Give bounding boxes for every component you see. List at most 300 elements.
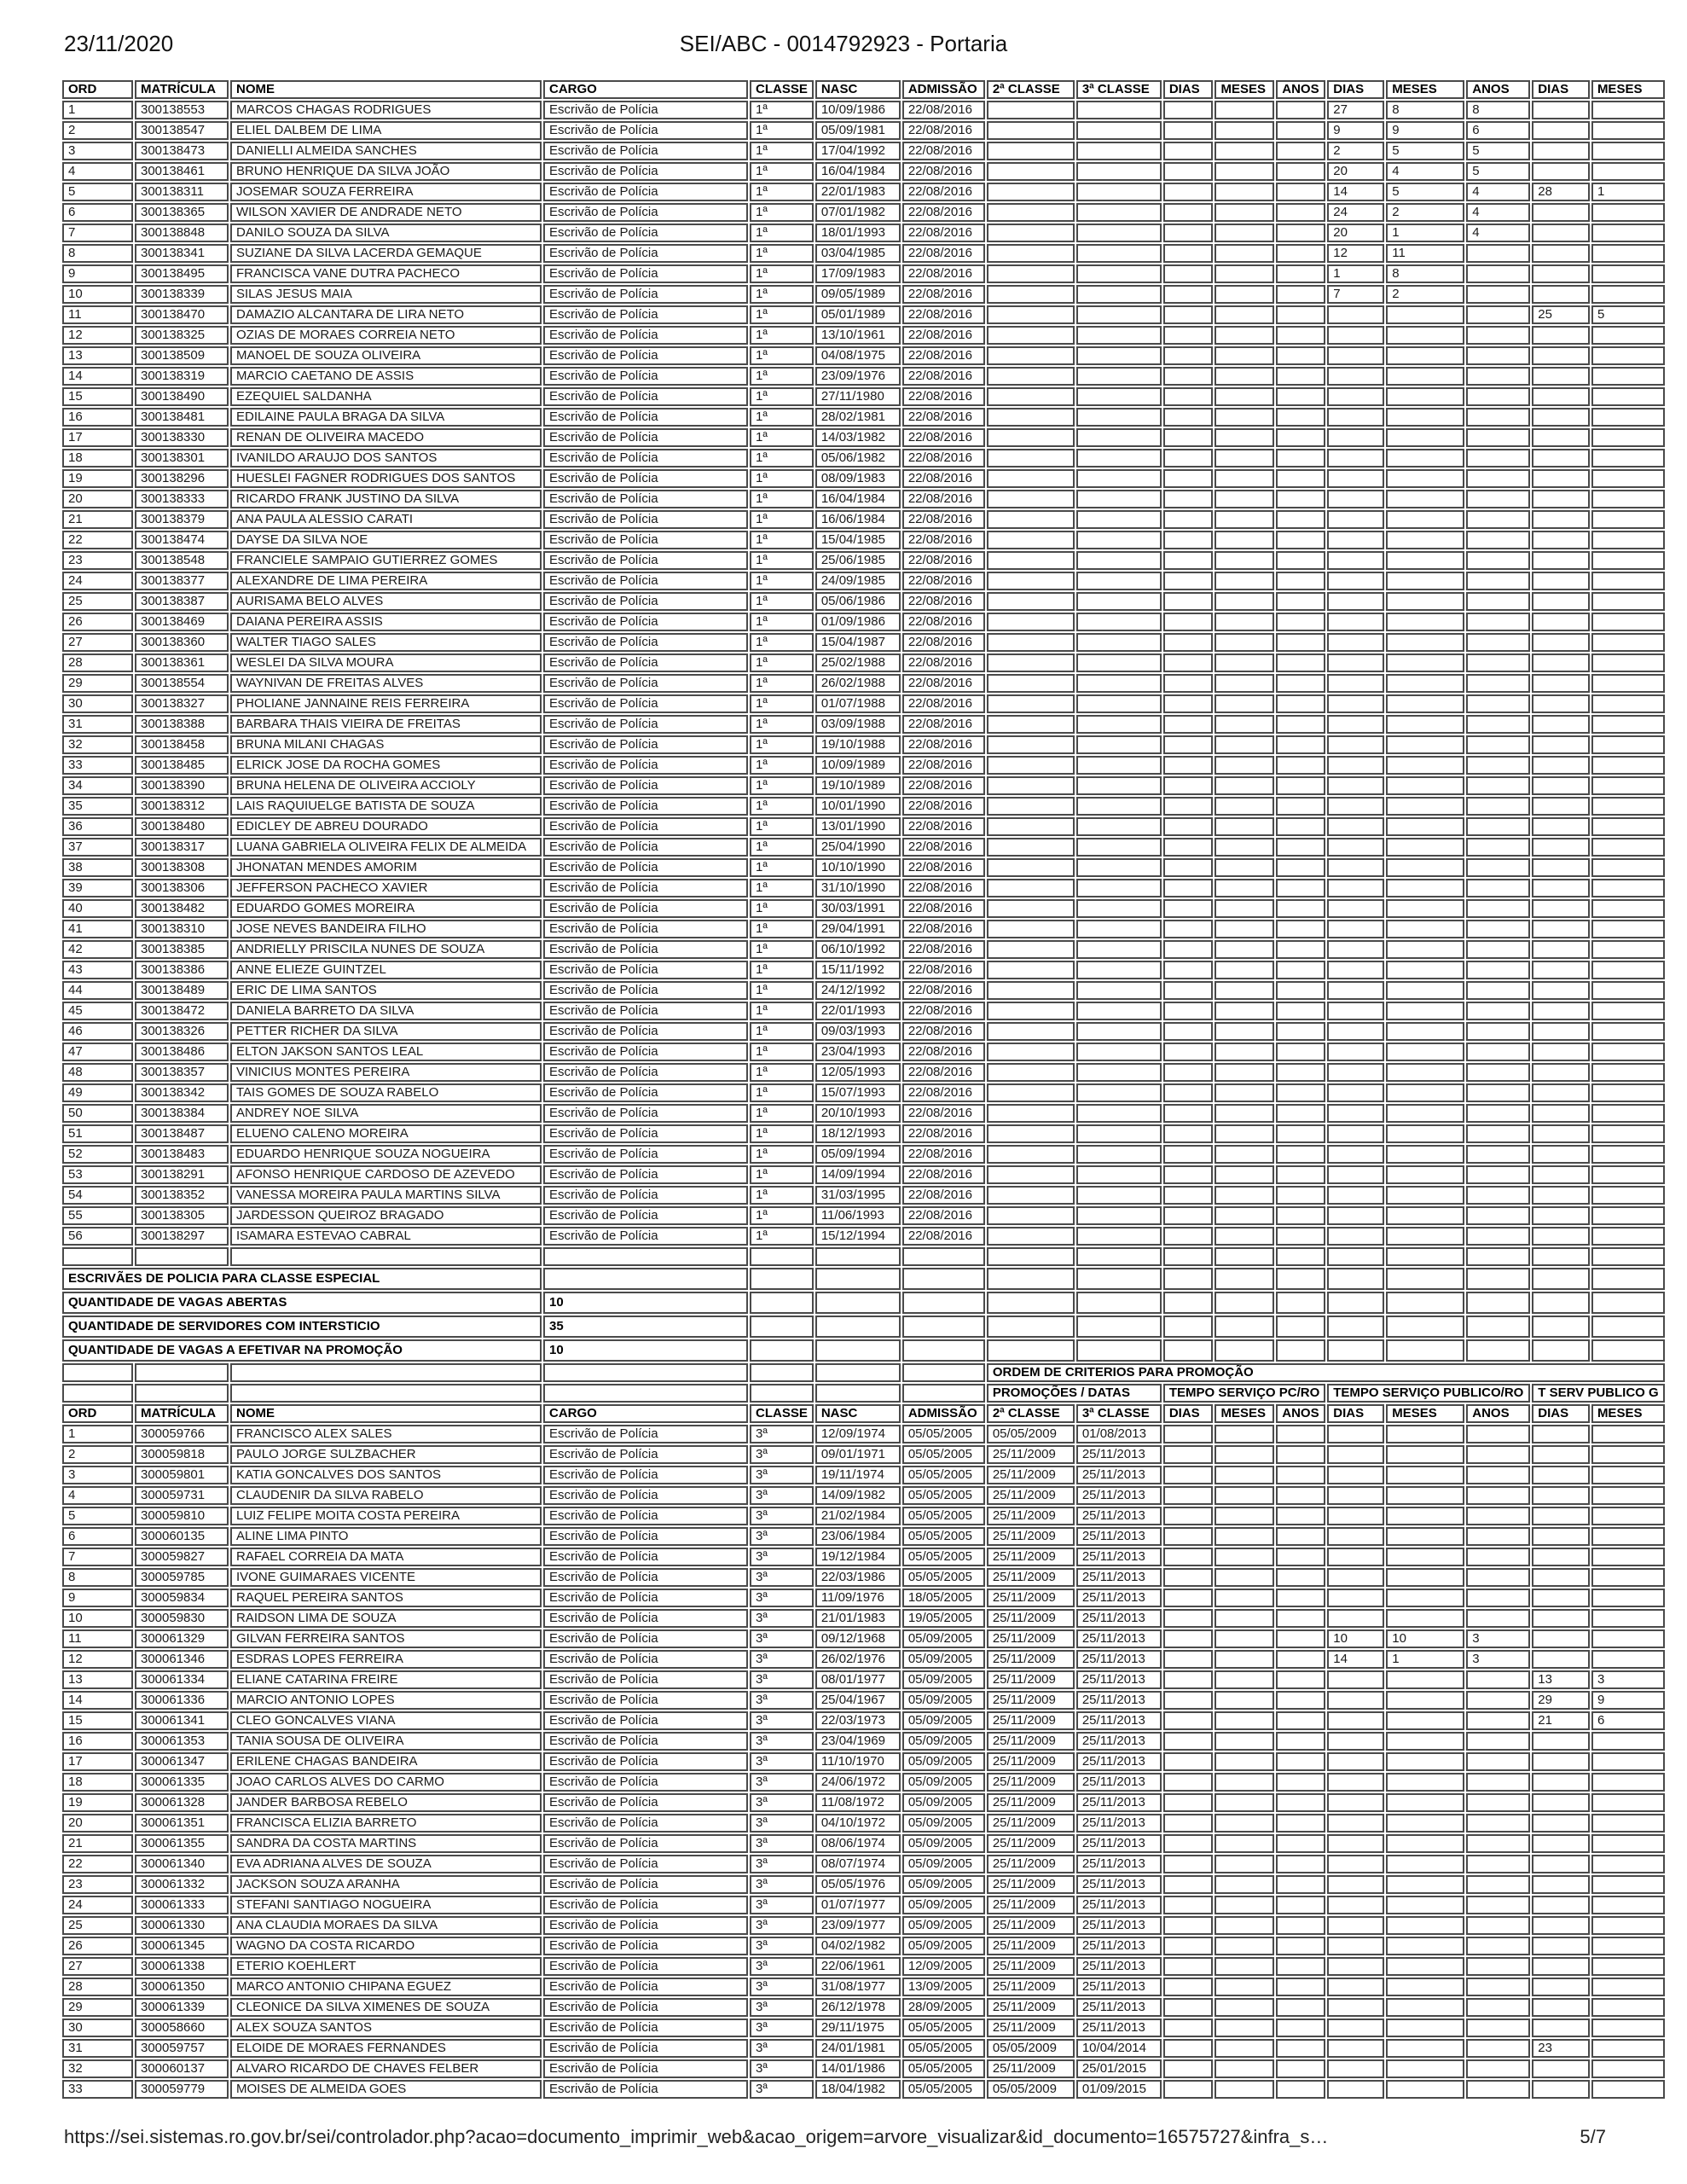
cell [1386, 797, 1464, 816]
cell: ALVARO RICARDO DE CHAVES FELBER [230, 2059, 542, 2078]
cell [1276, 756, 1325, 775]
cell [1076, 203, 1162, 222]
cell [1076, 1002, 1162, 1020]
cell: 300059827 [135, 1548, 229, 1566]
cell: 25/11/2013 [1076, 1896, 1162, 1914]
cell: 1ª [750, 305, 814, 324]
cell: MOISES DE ALMEIDA GOES [230, 2080, 542, 2099]
cell [1532, 1998, 1590, 2017]
cell [1276, 244, 1325, 263]
cell: 3 [1466, 1629, 1530, 1648]
cell [1163, 1165, 1214, 1184]
cell: 05/09/2005 [902, 1650, 985, 1669]
cell [750, 1247, 814, 1266]
cell [1163, 613, 1214, 631]
cell: Escrivão de Polícia [543, 305, 748, 324]
cell [1163, 244, 1214, 263]
cell [1276, 1186, 1325, 1205]
cell [1386, 592, 1464, 611]
cell: VINICIUS MONTES PEREIRA [230, 1063, 542, 1082]
table1-row [62, 469, 1665, 488]
cell: 27 [62, 633, 133, 652]
cell: 29/11/1975 [815, 2018, 901, 2037]
cell: 300138384 [135, 1104, 229, 1123]
cell [1327, 551, 1384, 570]
cell [1215, 224, 1274, 242]
cell: 05/05/1976 [815, 1875, 901, 1894]
cell [1163, 920, 1214, 938]
cell [1215, 1206, 1274, 1225]
cell [1327, 1711, 1384, 1730]
cell: 24 [1327, 203, 1384, 222]
cell [1386, 1589, 1464, 1607]
cell [1276, 1998, 1325, 2017]
cell: 49 [62, 1083, 133, 1102]
cell [1076, 387, 1162, 406]
cell: 05/09/2005 [902, 1691, 985, 1710]
cell: Escrivão de Polícia [543, 572, 748, 590]
cell: 25/11/2009 [987, 1629, 1075, 1648]
cell: 18/05/2005 [902, 1589, 985, 1607]
cell: 05/09/2005 [902, 1814, 985, 1833]
cell [1327, 653, 1384, 672]
cell: Escrivão de Polícia [543, 1855, 748, 1873]
cell: 10/01/1990 [815, 797, 901, 816]
cell: Escrivão de Polícia [543, 183, 748, 201]
cell [987, 981, 1075, 1000]
cell: 28 [62, 653, 133, 672]
cell: 300138461 [135, 162, 229, 181]
cell [1163, 469, 1214, 488]
cell [1163, 694, 1214, 713]
cell [1163, 1752, 1214, 1771]
cell [1276, 1527, 1325, 1546]
cell [750, 1363, 814, 1382]
cell [1591, 1568, 1665, 1587]
cell: 2 [1386, 203, 1464, 222]
cell [1276, 1145, 1325, 1164]
cell [1276, 1711, 1325, 1730]
cell: 11/06/1993 [815, 1206, 901, 1225]
cell: 26 [62, 1937, 133, 1955]
cell [1532, 1022, 1590, 1041]
cell: Escrivão de Polícia [543, 1875, 748, 1894]
cell: 25/11/2013 [1076, 1937, 1162, 1955]
table1-row [62, 879, 1665, 897]
cell: 8 [1466, 101, 1530, 119]
cell: 05/05/2009 [987, 1425, 1075, 1443]
cell [1215, 264, 1274, 283]
cell [1215, 531, 1274, 549]
cell [1327, 1425, 1384, 1443]
cell [1532, 1732, 1590, 1751]
cell: 25/11/2013 [1076, 1548, 1162, 1566]
cell: 05/09/2005 [902, 1732, 985, 1751]
cell: JEFFERSON PACHECO XAVIER [230, 879, 542, 897]
cell [1591, 1247, 1665, 1266]
cell [1076, 285, 1162, 304]
cell [1163, 142, 1214, 160]
cell: 22/08/2016 [902, 694, 985, 713]
cell [1386, 1732, 1464, 1751]
cell: 01/07/1977 [815, 1896, 901, 1914]
cell [1163, 510, 1214, 529]
cell [1215, 162, 1274, 181]
table2-row [62, 1670, 1665, 1689]
cell [1532, 1124, 1590, 1143]
cell: Escrivão de Polícia [543, 1957, 748, 1976]
cell [1163, 449, 1214, 468]
cell: JANDER BARBOSA REBELO [230, 1793, 542, 1812]
cell: 03/04/1985 [815, 244, 901, 263]
cell [1163, 1186, 1214, 1205]
cell: 11/09/1976 [815, 1589, 901, 1607]
cell [1163, 1978, 1214, 1996]
cell: 24/12/1992 [815, 981, 901, 1000]
table1-row [62, 592, 1665, 611]
cell: Escrivão de Polícia [543, 797, 748, 816]
cell [1591, 449, 1665, 468]
cell [1466, 449, 1530, 468]
cell [1276, 797, 1325, 816]
cell: 300138365 [135, 203, 229, 222]
table1-row [62, 694, 1665, 713]
cell [1532, 285, 1590, 304]
cell: 22/08/2016 [902, 1227, 985, 1246]
cell [1276, 1268, 1325, 1290]
cell: 31/03/1995 [815, 1186, 901, 1205]
cell: 05/09/1994 [815, 1145, 901, 1164]
cell [1327, 1568, 1384, 1587]
cell [1276, 1339, 1325, 1362]
cell: 24/01/1981 [815, 2039, 901, 2058]
cell: 55 [62, 1206, 133, 1225]
cell [1327, 2080, 1384, 2099]
cell [1591, 1650, 1665, 1669]
cell [1532, 920, 1590, 938]
cell [1327, 1527, 1384, 1546]
cell: Escrivão de Polícia [543, 1916, 748, 1935]
table1-row [62, 1145, 1665, 1164]
cell: 3ª [750, 1711, 814, 1730]
cell: 25/11/2009 [987, 1855, 1075, 1873]
cell [1276, 551, 1325, 570]
cell [1532, 1339, 1590, 1362]
table1-row [62, 981, 1665, 1000]
cell [230, 1363, 542, 1382]
cell: Escrivão de Polícia [543, 1998, 748, 2017]
cell [1215, 756, 1274, 775]
cell: 1ª [750, 367, 814, 386]
cell: Escrivão de Polícia [543, 756, 748, 775]
cell [1076, 1063, 1162, 1082]
cell: 22/01/1993 [815, 1002, 901, 1020]
cell [1215, 1670, 1274, 1689]
cell: 14/09/1994 [815, 1165, 901, 1184]
summary-label: QUANTIDADE DE SERVIDORES COM INTERSTICIO [62, 1316, 542, 1338]
cell: 300061338 [135, 1957, 229, 1976]
cell: 22/08/2016 [902, 428, 985, 447]
cell [1276, 1063, 1325, 1082]
cell [1276, 1916, 1325, 1935]
cell: 28/09/2005 [902, 1998, 985, 2017]
table2-row [62, 1732, 1665, 1751]
cell [1532, 797, 1590, 816]
cell [1386, 1268, 1464, 1290]
cell [1532, 1527, 1590, 1546]
cell [1163, 1466, 1214, 1484]
table1-row [62, 961, 1665, 979]
cell: 25/11/2009 [987, 1875, 1075, 1894]
cell [1215, 1609, 1274, 1628]
cell: 56 [62, 1227, 133, 1246]
cell [1215, 1124, 1274, 1143]
cell: EDILAINE PAULA BRAGA DA SILVA [230, 408, 542, 427]
cell [1386, 1063, 1464, 1082]
cell: 18/04/1982 [815, 2080, 901, 2099]
cell: 18/01/1993 [815, 224, 901, 242]
cell: HUESLEI FAGNER RODRIGUES DOS SANTOS [230, 469, 542, 488]
cell [1327, 1691, 1384, 1710]
cell [987, 490, 1075, 508]
cell: 300138339 [135, 285, 229, 304]
cell: 22/08/2016 [902, 387, 985, 406]
cell: DANIELA BARRETO DA SILVA [230, 1002, 542, 1020]
table1-row [62, 1043, 1665, 1061]
criteria-title-row [62, 1363, 1665, 1382]
cell [1532, 653, 1590, 672]
cell [1466, 1937, 1530, 1955]
cell: 300061335 [135, 1773, 229, 1792]
cell [1591, 1609, 1665, 1628]
cell [1466, 1445, 1530, 1464]
table2-row [62, 1834, 1665, 1853]
cell: AURISAMA BELO ALVES [230, 592, 542, 611]
cell: 22/08/2016 [902, 1002, 985, 1020]
cell [1163, 981, 1214, 1000]
cell: 22/08/2016 [902, 1022, 985, 1041]
cell: 25/11/2009 [987, 1937, 1075, 1955]
cell: 300138325 [135, 326, 229, 345]
cell: Escrivão de Polícia [543, 1896, 748, 1914]
cell [1386, 1104, 1464, 1123]
cell [1591, 1814, 1665, 1833]
cell [1386, 694, 1464, 713]
cell: 22/08/2016 [902, 244, 985, 263]
cell: 12 [62, 326, 133, 345]
table1-row [62, 387, 1665, 406]
cell [1163, 121, 1214, 140]
cell: Escrivão de Polícia [543, 2080, 748, 2099]
cell: 4 [62, 162, 133, 181]
cell: Escrivão de Polícia [543, 551, 748, 570]
cell [1327, 1227, 1384, 1246]
cell [1591, 1145, 1665, 1164]
cell [1276, 408, 1325, 427]
table1-row [62, 735, 1665, 754]
cell [987, 1247, 1075, 1266]
cell [230, 1384, 542, 1403]
cell [987, 469, 1075, 488]
cell: ALEXANDRE DE LIMA PEREIRA [230, 572, 542, 590]
cell: 300138548 [135, 551, 229, 570]
cell: 20/10/1993 [815, 1104, 901, 1123]
cell: 3ª [750, 1998, 814, 2017]
table-body [62, 80, 1665, 2099]
cell: 1ª [750, 797, 814, 816]
table1-row [62, 449, 1665, 468]
cell [1076, 776, 1162, 795]
cell [987, 1043, 1075, 1061]
cell: 25/11/2009 [987, 1670, 1075, 1689]
cell [1327, 1834, 1384, 1853]
cell [1386, 1466, 1464, 1484]
cell [1532, 899, 1590, 918]
cell [1276, 531, 1325, 549]
cell [1215, 1145, 1274, 1164]
cell [1163, 1548, 1214, 1566]
cell [1532, 449, 1590, 468]
cell [1163, 531, 1214, 549]
cell: 05/09/2005 [902, 1855, 985, 1873]
cell [1466, 531, 1530, 549]
cell [1163, 1732, 1214, 1751]
cell: Escrivão de Polícia [543, 1124, 748, 1143]
cell [1591, 1292, 1665, 1314]
cell [1466, 1957, 1530, 1976]
cell [1276, 1875, 1325, 1894]
cell: 28 [1532, 183, 1590, 201]
cell [987, 1292, 1075, 1314]
cell: 5 [1386, 183, 1464, 201]
cell: ANA CLAUDIA MORAES DA SILVA [230, 1916, 542, 1935]
cell: 300061333 [135, 1896, 229, 1914]
cell [1163, 1650, 1214, 1669]
cell [1532, 1793, 1590, 1812]
cell: 05/09/2005 [902, 1629, 985, 1648]
table2-row [62, 1711, 1665, 1730]
cell: 1ª [750, 428, 814, 447]
cell [1163, 1916, 1214, 1935]
cell: PETTER RICHER DA SILVA [230, 1022, 542, 1041]
cell [1163, 1083, 1214, 1102]
cell [1591, 1732, 1665, 1751]
cell [1276, 1773, 1325, 1792]
cell [1327, 449, 1384, 468]
cell [1276, 346, 1325, 365]
cell [1163, 305, 1214, 324]
cell [1276, 1896, 1325, 1914]
cell: 4 [1466, 224, 1530, 242]
cell: 300059834 [135, 1589, 229, 1607]
cell [1532, 2059, 1590, 2078]
cell [1532, 1425, 1590, 1443]
cell [1327, 428, 1384, 447]
cell: 25 [1532, 305, 1590, 324]
cell [1591, 2080, 1665, 2099]
cell: Escrivão de Polícia [543, 1083, 748, 1102]
cell: 22/08/2016 [902, 756, 985, 775]
table1-row [62, 776, 1665, 795]
cell: 300138474 [135, 531, 229, 549]
cell: 05/05/2005 [902, 1425, 985, 1443]
cell [1215, 838, 1274, 857]
cell [1163, 1998, 1214, 2017]
cell: 1ª [750, 162, 814, 181]
cell [1466, 1609, 1530, 1628]
cell [902, 1268, 985, 1290]
cell: 11 [62, 1629, 133, 1648]
cell: 7 [62, 1548, 133, 1566]
cell: Escrivão de Polícia [543, 1937, 748, 1955]
cell: LUIZ FELIPE MOITA COSTA PEREIRA [230, 1507, 542, 1525]
cell [1532, 1227, 1590, 1246]
cell: 5 [1466, 142, 1530, 160]
table1-row [62, 940, 1665, 959]
cell [1591, 694, 1665, 713]
cell [987, 920, 1075, 938]
cell [987, 387, 1075, 406]
cell [1076, 551, 1162, 570]
cell [1076, 1247, 1162, 1266]
cell: Escrivão de Polícia [543, 428, 748, 447]
cell [1532, 1650, 1590, 1669]
cell [1591, 1268, 1665, 1290]
column-header: DIAS [1163, 1404, 1214, 1423]
cell [1276, 1548, 1325, 1566]
cell: 05/05/2005 [902, 1507, 985, 1525]
cell [1532, 1834, 1590, 1853]
table1-row [62, 1227, 1665, 1246]
cell: Escrivão de Polícia [543, 449, 748, 468]
cell [1532, 735, 1590, 754]
cell [1532, 1507, 1590, 1525]
column-header: ORD [62, 80, 133, 99]
cell: Escrivão de Polícia [543, 776, 748, 795]
cell: 10 [1327, 1629, 1384, 1648]
cell: 32 [62, 735, 133, 754]
cell: 19/05/2005 [902, 1609, 985, 1628]
cell: 3ª [750, 2039, 814, 2058]
cell: 300061334 [135, 1670, 229, 1689]
cell: 300138386 [135, 961, 229, 979]
cell: 20 [1327, 224, 1384, 242]
cell: Escrivão de Polícia [543, 2059, 748, 2078]
cell [1532, 1752, 1590, 1771]
column-header: ADMISSÃO [902, 80, 985, 99]
cell: 300138319 [135, 367, 229, 386]
cell [1276, 183, 1325, 201]
cell: ANDREY NOE SILVA [230, 1104, 542, 1123]
cell [1591, 346, 1665, 365]
cell [1163, 1855, 1214, 1873]
cell [1276, 694, 1325, 713]
cell [1386, 1916, 1464, 1935]
cell [1386, 2080, 1464, 2099]
cell [1163, 1629, 1214, 1648]
group-header: T SERV PUBLICO G [1532, 1384, 1664, 1403]
cell [1532, 1609, 1590, 1628]
column-header: MESES [1215, 80, 1274, 99]
table1-row [62, 572, 1665, 590]
cell: 25/11/2009 [987, 1814, 1075, 1833]
cell [1466, 285, 1530, 304]
cell: 25/04/1990 [815, 838, 901, 857]
cell [1591, 1022, 1665, 1041]
cell [1276, 572, 1325, 590]
cell: 300138385 [135, 940, 229, 959]
cell: 3ª [750, 1916, 814, 1935]
